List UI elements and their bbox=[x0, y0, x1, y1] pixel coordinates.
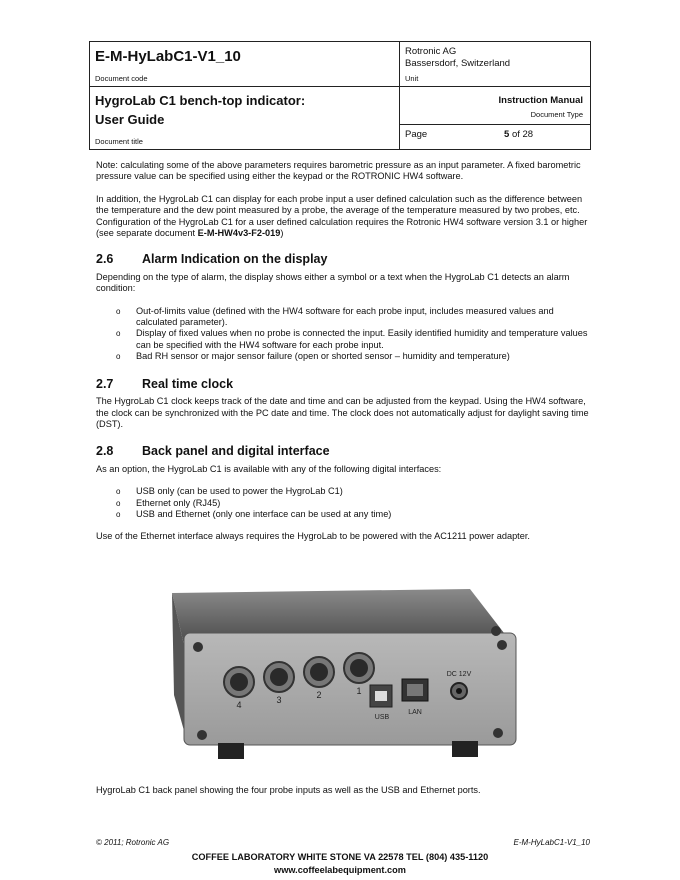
intro-paragraph bbox=[96, 194, 590, 240]
page-number: 5 bbox=[504, 128, 510, 140]
page-label: Page bbox=[405, 128, 428, 140]
section-2-8-title: Back panel and digital interface bbox=[142, 444, 330, 459]
unit-label: Unit bbox=[405, 74, 419, 83]
section-2-8-heading bbox=[96, 446, 590, 457]
photo-caption: HygroLab C1 back panel showing the four probe inputs as well as the USB and Ethernet ports. bbox=[96, 785, 481, 795]
device-foot bbox=[218, 743, 244, 759]
section-2-8-number: 2.8 bbox=[96, 444, 114, 459]
list-item: o Display of fixed values when no probe is connected the input. Easily identified humidity and temperature values can be specified with the HW4 software for each probe input. bbox=[96, 328, 590, 351]
section-2-6-text: Depending on the type of alarm, the display shows either a symbol or a text when the HygroLab C1 detects an alarm condition: bbox=[96, 271, 570, 294]
lan-port-inner bbox=[407, 684, 423, 696]
footer-copyright: © 2011; Rotronic AG bbox=[96, 838, 170, 847]
usb-label: USB bbox=[374, 714, 390, 721]
port-label: 3 bbox=[276, 695, 282, 705]
screw-icon bbox=[491, 626, 501, 636]
bottom-website: www.coffeelabequipment.com bbox=[274, 865, 406, 875]
port-label: 2 bbox=[316, 690, 322, 700]
page-total: of 28 bbox=[511, 128, 534, 140]
probe-connector-1 bbox=[344, 653, 374, 683]
doc-reference: E-M-HW4v3-F2-019 bbox=[197, 228, 281, 239]
section-2-7-text: The HygroLab C1 clock keeps track of the date and time and can be adjusted from the keypad. Using the HW4 software, the clock can be synchronized with the PC date and time. The clock does not automatically adjust for daylight saving time (DST). bbox=[96, 396, 589, 429]
list-item: o Out-of-limits value (defined with the HW4 software for each probe input, includes measured values and calculated parameter). bbox=[96, 306, 590, 329]
interface-list bbox=[96, 486, 590, 520]
intro-text: In addition, the HygroLab C1 can display for each probe input a user defined calculation such as the difference between the temperature and the dew point measured by a probe, the average of the temperature measured by two probes, etc. Configuration of the HygroLab C1 for a user defined calculation requires the Rotronic HW4 software version 3.1 or higher (see separate document bbox=[96, 193, 588, 239]
list-item: o USB only (can be used to power the HygroLab C1) bbox=[96, 486, 590, 497]
document-title-label: Document title bbox=[95, 137, 143, 146]
dc-label: DC 12V bbox=[446, 671, 472, 678]
section-2-6-number: 2.6 bbox=[96, 252, 114, 267]
power-note: Use of the Ethernet interface always requires the HygroLab to be powered with the AC1211 power adapter. bbox=[96, 531, 530, 542]
back-panel-photo bbox=[158, 585, 528, 760]
screw-icon bbox=[497, 640, 507, 650]
page-footer bbox=[96, 838, 590, 847]
probe-connector-4 bbox=[224, 667, 254, 697]
doc-code-cell bbox=[90, 42, 400, 87]
intro-close: ) bbox=[280, 228, 284, 239]
company-cell bbox=[400, 42, 591, 87]
port-label: 4 bbox=[236, 700, 242, 710]
document-header bbox=[89, 41, 591, 150]
dc-jack-pin bbox=[456, 688, 462, 694]
usb-port-inner bbox=[375, 691, 387, 701]
list-item: o USB and Ethernet (only one interface can be used at any time) bbox=[96, 509, 590, 520]
doc-title-cell bbox=[90, 87, 400, 150]
document-type-value: Instruction Manual bbox=[498, 95, 583, 106]
screw-icon bbox=[193, 642, 203, 652]
photo-caption-block bbox=[96, 785, 590, 796]
document-code-label: Document code bbox=[95, 74, 148, 83]
page-cell bbox=[400, 124, 591, 149]
document-code: E-M-HyLabC1-V1_10 bbox=[95, 48, 241, 65]
screw-icon bbox=[197, 730, 207, 740]
alarm-list bbox=[96, 306, 590, 363]
title-line-2: User Guide bbox=[95, 112, 165, 127]
footer-code: E-M-HyLabC1-V1_10 bbox=[513, 838, 590, 847]
bottom-address: COFFEE LABORATORY WHITE STONE VA 22578 TEL (804) 435-1120 bbox=[191, 852, 489, 862]
list-item: o Bad RH sensor or major sensor failure (open or shorted sensor – humidity and temperature) bbox=[96, 351, 590, 362]
section-2-6-heading bbox=[96, 254, 590, 265]
probe-connector-2 bbox=[304, 657, 334, 687]
section-2-8-text: As an option, the HygroLab C1 is available with any of the following digital interfaces: bbox=[96, 463, 442, 474]
device-foot bbox=[452, 741, 478, 757]
port-label: 1 bbox=[356, 686, 362, 696]
note-paragraph: Note: calculating some of the above parameters requires barometric pressure as an input parameter. A fixed barometric pressure value can be specified using either the keypad or the ROTRONIC HW4 software. bbox=[96, 160, 581, 182]
probe-connector-3 bbox=[264, 662, 294, 692]
section-2-7-number: 2.7 bbox=[96, 376, 114, 391]
company-name: Rotronic AG bbox=[405, 46, 457, 57]
lan-label: LAN bbox=[408, 709, 422, 716]
section-2-6-title: Alarm Indication on the display bbox=[142, 252, 328, 267]
screw-icon bbox=[493, 728, 503, 738]
list-item: o Ethernet only (RJ45) bbox=[96, 498, 590, 509]
doc-type-cell bbox=[400, 87, 591, 125]
page-content bbox=[96, 160, 590, 543]
section-2-7-title: Real time clock bbox=[142, 376, 234, 391]
company-address: Bassersdorf, Switzerland bbox=[405, 57, 511, 69]
section-2-7-heading bbox=[96, 376, 590, 391]
document-type-label: Document Type bbox=[530, 110, 583, 119]
title-line-1: HygroLab C1 bench-top indicator: bbox=[95, 93, 306, 108]
